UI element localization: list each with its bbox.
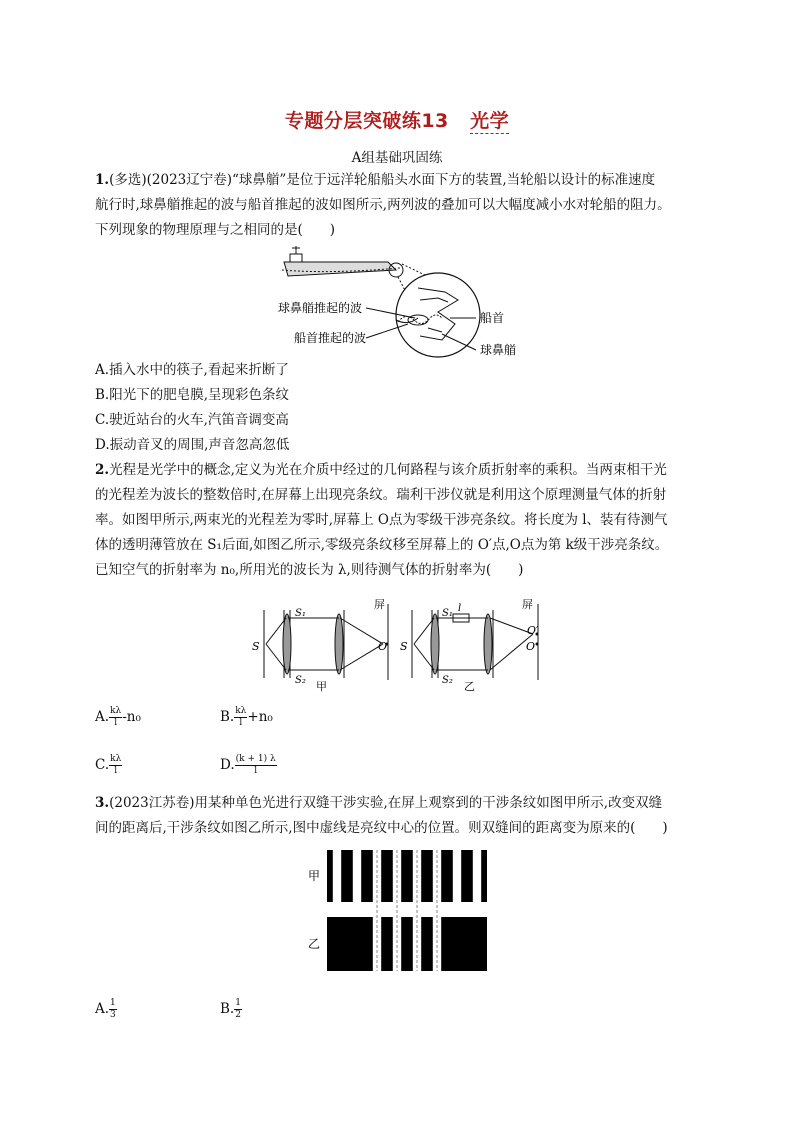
q3-number: 3. [95, 795, 110, 811]
fringe-yi-background [327, 917, 487, 971]
fringe-jia-bright-fringe [333, 850, 341, 902]
title-text: 专题分层突破练13 [284, 110, 449, 132]
label-fringe-yi: 乙 [308, 937, 321, 951]
label-bulb-wave: 球鼻艏推起的波 [278, 301, 363, 315]
q2-line-4: 体的透明薄管放在 S₁后面,如图乙所示,零级亮条纹移至屏幕上的 O′点,O点为第 k级干涉亮条纹。 [95, 537, 669, 553]
label-O-prime: O′ [527, 624, 539, 637]
q2-option-c[interactable]: C. $\frac{k\lambda}{l}$ [95, 754, 122, 776]
q3-option-a[interactable]: A. $\frac{1}{3}$ [95, 998, 116, 1020]
label-S1-jia: S₁ [295, 608, 306, 619]
label-fringe-jia: 甲 [308, 869, 321, 883]
q2-interferometer-figure [248, 598, 548, 693]
fringe-pattern-yi [327, 917, 487, 971]
q2-line-1: 2.光程是光学中的概念,定义为光在介质中经过的几何路程与该介质折射率的乘积。当两束相干光 [95, 462, 667, 478]
q3-line-1: 3.(2023江苏卷)用某种单色光进行双缝干涉实验,在屏上观察到的干涉条纹如图甲所示,改变双缝 [95, 795, 663, 811]
label-O-jia: O [378, 640, 388, 653]
q1-option-c[interactable]: C.驶近站台的火车,汽笛音调变高 [95, 412, 289, 428]
q2-option-d[interactable]: D. $\frac{(k + 1) \lambda}{l}$ [220, 754, 276, 776]
q1-line-2: 航行时,球鼻艏推起的波与船首推起的波如图所示,两列波的叠加可以大幅度减小水对轮船的阻力。 [95, 197, 671, 213]
q2-option-a[interactable]: A. $\frac{k\lambda}{l}$ -n₀ [95, 706, 141, 728]
q1-option-a[interactable]: A.插入水中的筷子,看起来折断了 [95, 362, 289, 378]
label-S1-yi: S₁ [442, 608, 453, 619]
q1-line-1: 1.(多选)(2023辽宁卷)“球鼻艏”是位于远洋轮船船头水面下方的装置,当轮船以设计的标准速度 [95, 172, 656, 188]
label-screen-yi: 屏 [522, 598, 533, 611]
fringe-jia-bright-fringe [473, 850, 481, 902]
q2-line-5: 已知空气的折射率为 n₀,所用光的波长为 λ,则待测气体的折射率为( ) [95, 562, 524, 578]
label-yi: 乙 [464, 680, 475, 693]
fringe-jia-bright-fringe [453, 850, 461, 902]
q2-line-3: 率。如图甲所示,两束光的光程差为零时,屏幕上 O点为零级干涉亮条纹。将长度为 l、装有待测气 [95, 512, 668, 528]
ship-icon [282, 246, 403, 277]
q1-ship-figure [270, 240, 540, 365]
page-title [0, 106, 794, 133]
q1-option-b[interactable]: B.阳光下的肥皂膜,呈现彩色条纹 [95, 387, 290, 403]
label-O-yi: O [526, 640, 536, 653]
label-jia: 甲 [316, 680, 327, 693]
q3-line-2: 间的距离后,干涉条纹如图乙所示,图中虚线是亮纹中心的位置。则双缝间的距离变为原来的( ) [95, 820, 668, 836]
fringe-jia-bright-fringe [353, 850, 361, 902]
title-topic: 光学 [470, 110, 510, 132]
label-bow: 船首 [480, 311, 505, 325]
q3-option-b[interactable]: B. $\frac{1}{2}$ [220, 998, 241, 1020]
q2-line-2: 的光程差为波长的整数倍时,在屏幕上出现亮条纹。瑞利干涉仪就是利用这个原理测量气体的折射 [95, 487, 667, 503]
q2-number: 2. [95, 462, 110, 478]
fringe-pattern-jia [327, 850, 487, 902]
label-screen-jia: 屏 [374, 598, 385, 611]
q3-fringe-figure [305, 846, 490, 974]
q2-option-b[interactable]: B. $\frac{k\lambda}{l}$ +n₀ [220, 706, 273, 728]
label-S2-jia: S₂ [295, 675, 306, 686]
q1-option-d[interactable]: D.振动音叉的周围,声音忽高忽低 [95, 437, 290, 453]
q1-options [95, 358, 705, 458]
fringe-jia-background [327, 850, 487, 902]
q1-number: 1. [95, 172, 110, 188]
label-S2-yi: S₂ [442, 675, 453, 686]
label-bow-wave: 船首推起的波 [294, 331, 367, 345]
label-S-yi: S [400, 640, 408, 653]
question-1 [95, 168, 705, 243]
section-heading: A组基础巩固练 [351, 150, 443, 166]
label-bulb: 球鼻艏 [480, 343, 517, 357]
question-2 [95, 458, 705, 583]
label-l: l [458, 603, 462, 614]
label-S-jia: S [252, 640, 260, 653]
question-3 [95, 791, 705, 841]
q1-line-3: 下列现象的物理原理与之相同的是( ) [95, 222, 336, 238]
